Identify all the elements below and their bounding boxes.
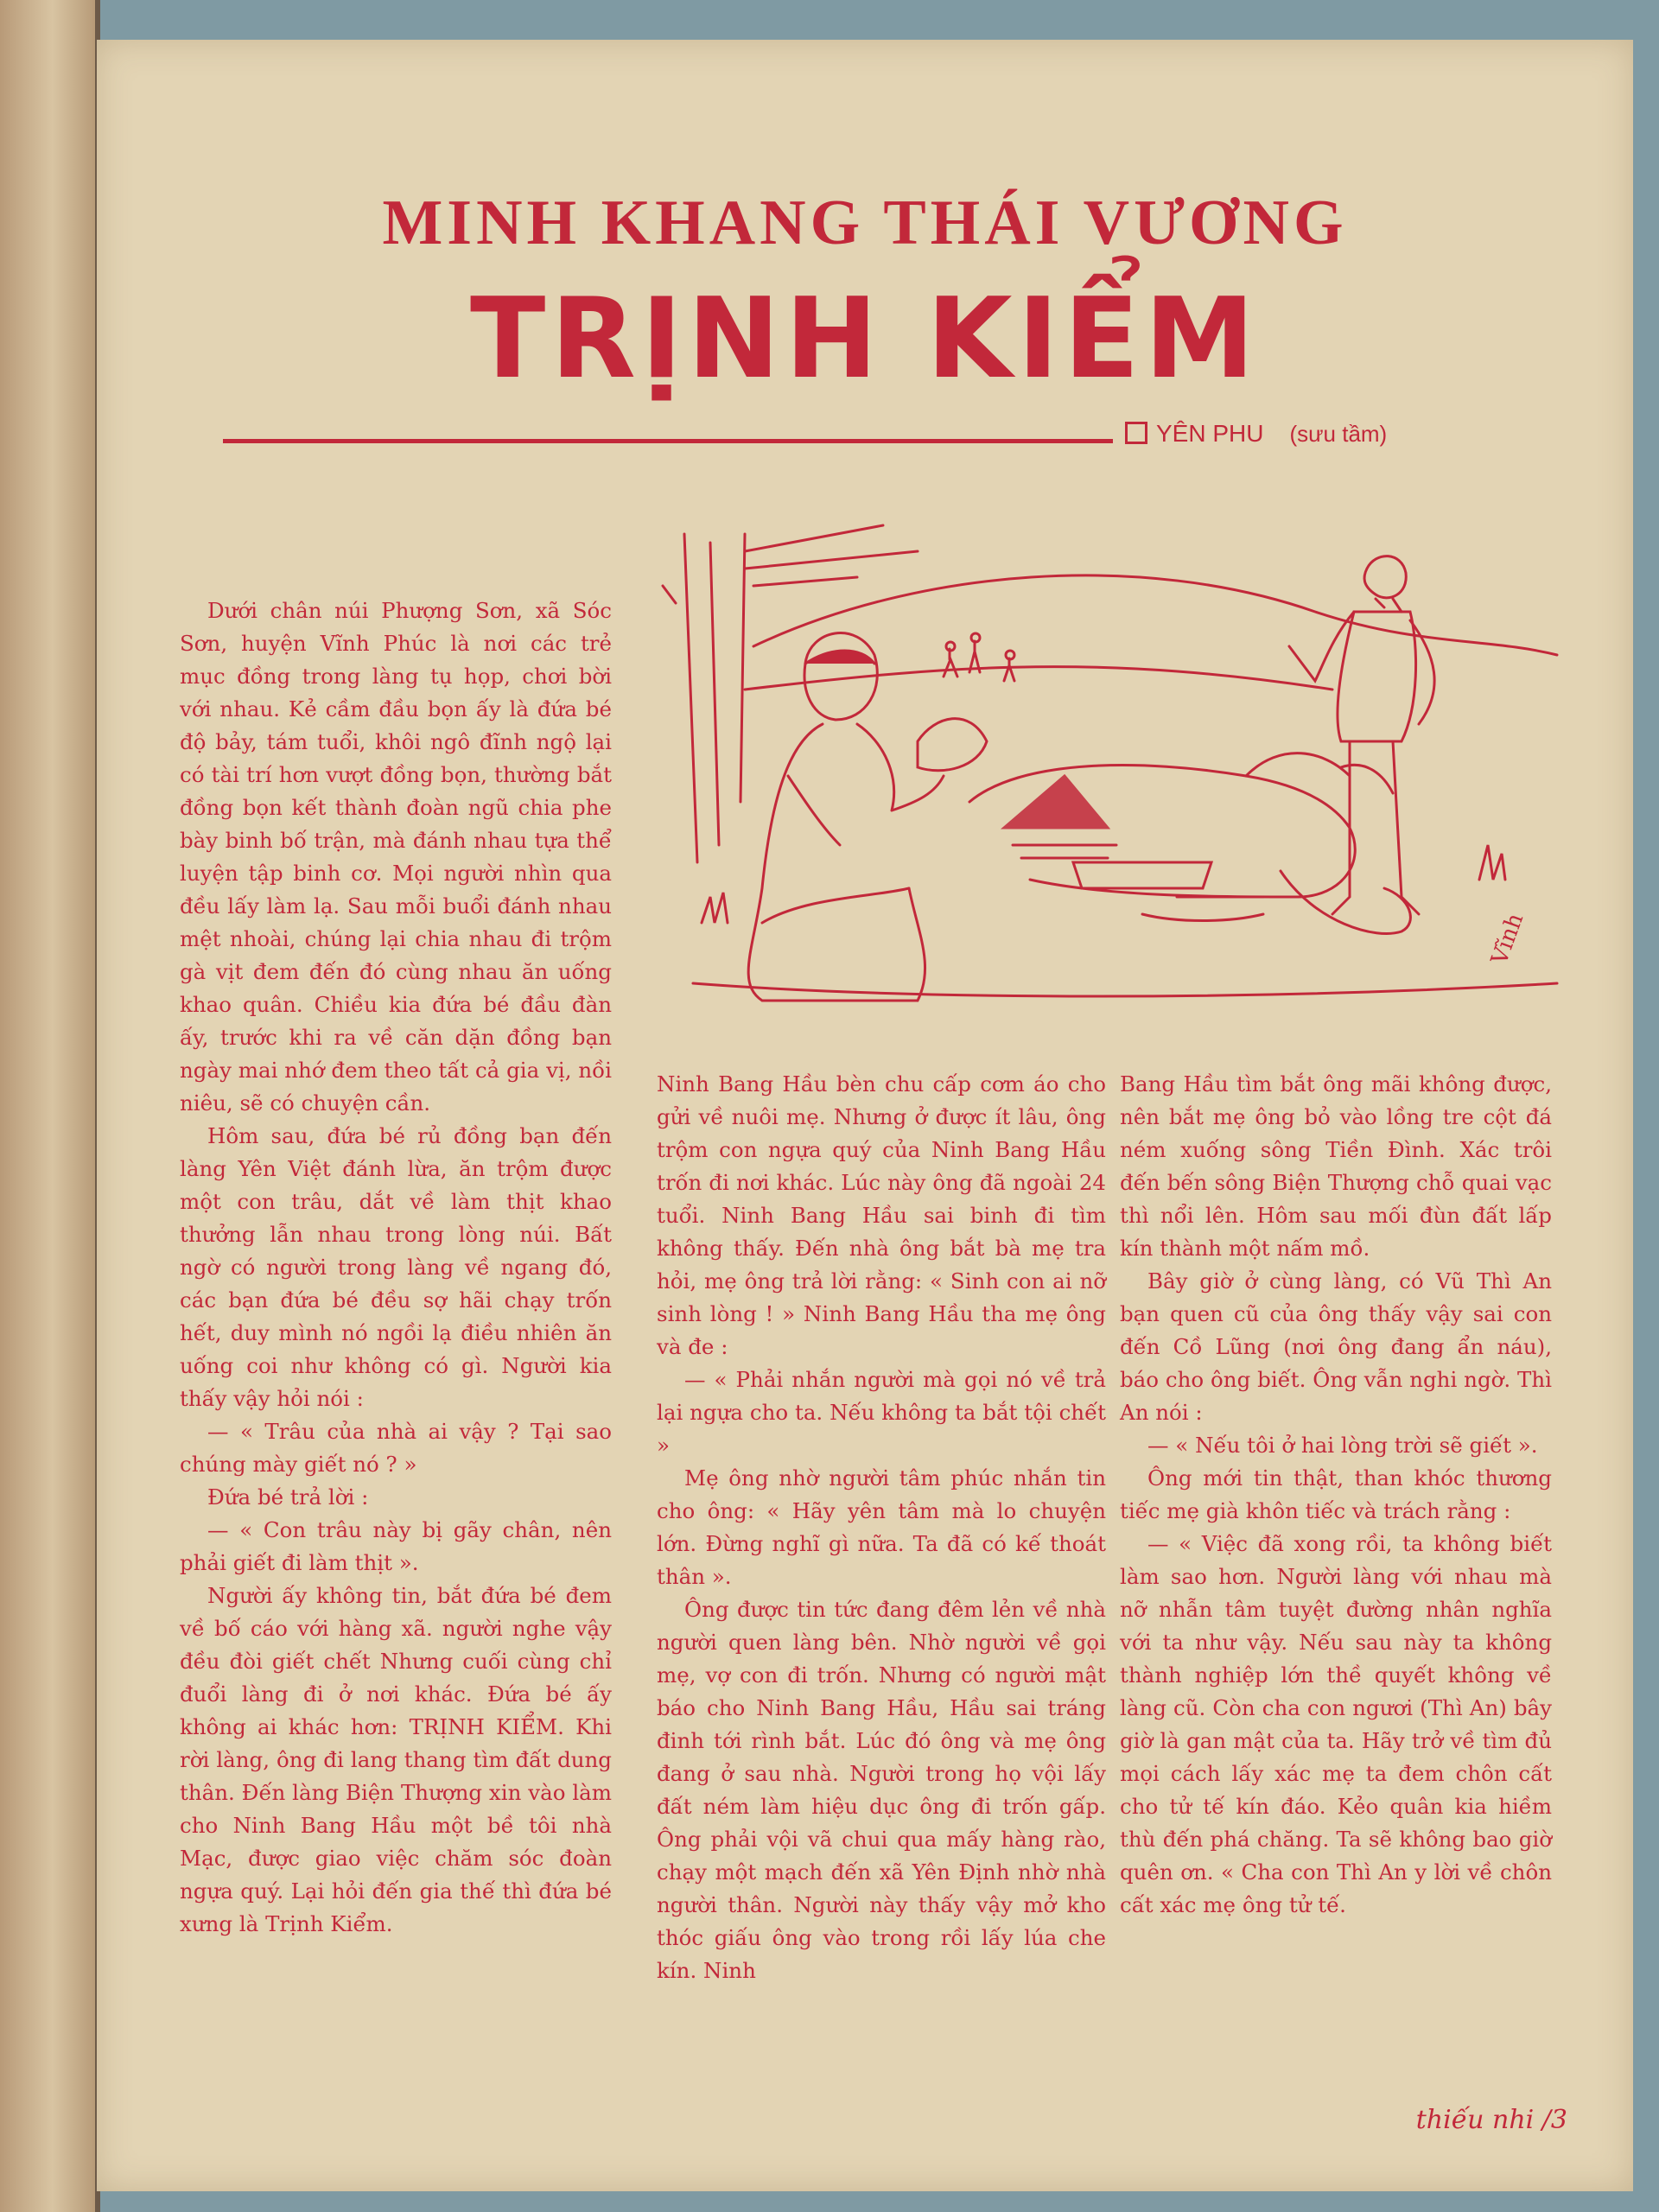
- magazine-page: [97, 40, 1633, 2191]
- title-rule: [223, 439, 1113, 443]
- byline-box-icon: [1125, 422, 1147, 444]
- col3-paragraph: Bang Hầu tìm bắt ông mãi không được, nên bắt mẹ ông bỏ vào lồng tre cột đá ném xuống sông Tiền Đình. Xác trôi đến bến sông Biện Thượng chỗ quai vạc thì nổi lên. Hôm sau mối đùn đất lấp kín thành một nấm mồ.: [1120, 1071, 1552, 1261]
- title-line-1: MINH KHANG THÁI VƯƠNG: [382, 188, 1348, 258]
- col2-paragraph: — « Phải nhắn người mà gọi nó về trả lại ngựa cho ta. Nếu không ta bắt tội chết »: [657, 1367, 1106, 1458]
- story-illustration: [658, 517, 1583, 1018]
- col2-paragraph: Mẹ ông nhờ người tâm phúc nhắn tin cho ông: « Hãy yên tâm mà lo chuyện lớn. Đừng nghĩ gì nữa. Ta đã có kế thoát thân ».: [657, 1465, 1106, 1589]
- title-line-2: TRỊNH KIỂM: [470, 275, 1260, 404]
- article-column-3: [1120, 1068, 1552, 1922]
- article-column-1: [180, 594, 612, 1941]
- article-column-2: [657, 1068, 1106, 1987]
- illustration-signature: Vĩnh: [1486, 910, 1529, 969]
- page-number: 3: [1550, 2105, 1567, 2135]
- col1-paragraph: Hôm sau, đứa bé rủ đồng bạn đến làng Yên Việt đánh lừa, ăn trộm được một con trâu, dắt về làm thịt khao thưởng lẫn nhau trong lòng núi. Bất ngờ có người trong làng về ngang đó, các bạn đứa bé đều sợ hãi chạy trốn hết, duy mình nó ngồi lạ điều nhiên ăn uống coi như không có gì. Người kia thấy vậy hỏi nói :: [180, 1123, 612, 1411]
- col2-paragraph: Ninh Bang Hầu bèn chu cấp cơm áo cho gửi về nuôi mẹ. Nhưng ở được ít lâu, ông trộm con ngựa quý của Ninh Bang Hầu trốn đi nơi khác. Lúc này ông đã ngoài 24 tuổi. Ninh Bang Hầu sai binh đi tìm không thấy. Đến nhà ông bắt bà mẹ tra hỏi, mẹ ông trả lời rằng: « Sinh con ai nỡ sinh lòng ! » Ninh Bang Hầu tha mẹ ông và đe :: [657, 1071, 1106, 1359]
- page-footer: thiếu nhi /3: [1415, 2105, 1567, 2135]
- col1-paragraph: — « Con trâu này bị gãy chân, nên phải giết đi làm thịt ».: [180, 1517, 612, 1575]
- byline: [1125, 420, 1387, 448]
- col3-paragraph: — « Việc đã xong rồi, ta không biết làm sao hơn. Người làng với nhau mà nỡ nhẫn tâm tuyệt đường nhân nghĩa với ta như vậy. Nếu sau này ta không thành nghiệp lớn thề quyết không về làng cũ. Còn cha con ngươi (Thì An) bây giờ là gan mật của ta. Hãy trở về tìm đủ mọi cách lấy xác mẹ ta đem chôn cất cho tử tế kín đáo. Kẻo quân kia hiềm thù đến phá chăng. Ta sẽ không bao giờ quên ơn. « Cha con Thì An y lời về chôn cất xác mẹ ông tử tế.: [1120, 1531, 1552, 1917]
- col1-paragraph: Đứa bé trả lời :: [207, 1484, 369, 1510]
- magazine-name: thiếu nhi: [1415, 2105, 1535, 2135]
- col1-paragraph: — « Trâu của nhà ai vậy ? Tại sao chúng mày giết nó ? »: [180, 1419, 612, 1477]
- byline-note: (sưu tầm): [1289, 421, 1388, 447]
- col3-paragraph: — « Nếu tôi ở hai lòng trời sẽ giết ».: [1147, 1433, 1538, 1458]
- col3-paragraph: Bây giờ ở cùng làng, có Vũ Thì An bạn quen cũ của ông thấy vậy sai con đến Cồ Lũng (nơi ông đang ẩn náu), báo cho ông biết. Ông vẫn nghi ngờ. Thì An nói :: [1120, 1268, 1552, 1425]
- col1-paragraph: Người ấy không tin, bắt đứa bé đem về bố cáo với hàng xã. người nghe vậy đều đòi giết chết Nhưng cuối cùng chỉ đuổi làng đi ở nơi khác. Đứa bé ấy không ai khác hơn: TRỊNH KIỂM. Khi rời làng, ông đi lang thang tìm đất dung thân. Đến làng Biện Thượng xin vào làm cho Ninh Bang Hầu một bề tôi nhà Mạc, được giao việc chăm sóc đoàn ngựa quý. Lại hỏi đến gia thế thì đứa bé xưng là Trịnh Kiểm.: [180, 1583, 612, 1936]
- col1-paragraph: Dưới chân núi Phượng Sơn, xã Sóc Sơn, huyện Vĩnh Phúc là nơi các trẻ mục đồng trong làng tụ họp, chơi bời với nhau. Kẻ cầm đầu bọn ấy là đứa bé độ bảy, tám tuổi, khôi ngô đĩnh ngộ lại có tài trí hơn vượt đồng bọn, thường bắt đồng bọn kết thành đoàn ngũ chia phe bày binh bố trận, mà đánh nhau tựa thể luyện tập binh cơ. Mọi người nhìn qua đều lấy làm lạ. Sau mỗi buổi đánh nhau mệt nhoài, chúng lại chia nhau đi trộm gà vịt đem đến đó cùng nhau ăn uống khao quân. Chiều kia đứa bé đầu đàn ấy, trước khi ra về căn dặn đồng bạn ngày mai nhớ đem theo tất cả gia vị, nồi niêu, sẽ có chuyện cần.: [180, 598, 612, 1116]
- col3-paragraph: Ông mới tin thật, than khóc thương tiếc mẹ già khôn tiếc và trách rằng :: [1120, 1465, 1552, 1523]
- previous-page-edge: [0, 0, 100, 2212]
- byline-author: YÊN PHU: [1156, 420, 1264, 447]
- col2-paragraph: Ông được tin tức đang đêm lẻn về nhà người quen làng bên. Nhờ người về gọi mẹ, vợ con đi trốn. Nhưng có người mật báo cho Ninh Bang Hầu, Hầu sai tráng đinh tới rình bắt. Lúc đó ông và mẹ ông đang ở sau nhà. Người trong họ vội lấy đất ném làm hiệu dục ông đi trốn gấp. Ông phải vội vã chui qua mấy hàng rào, chạy một mạch đến xã Yên Định nhờ nhà người thân. Người này thấy vậy mở kho thóc giấu ông vào trong rồi lấy lúa che kín. Ninh: [657, 1597, 1106, 1983]
